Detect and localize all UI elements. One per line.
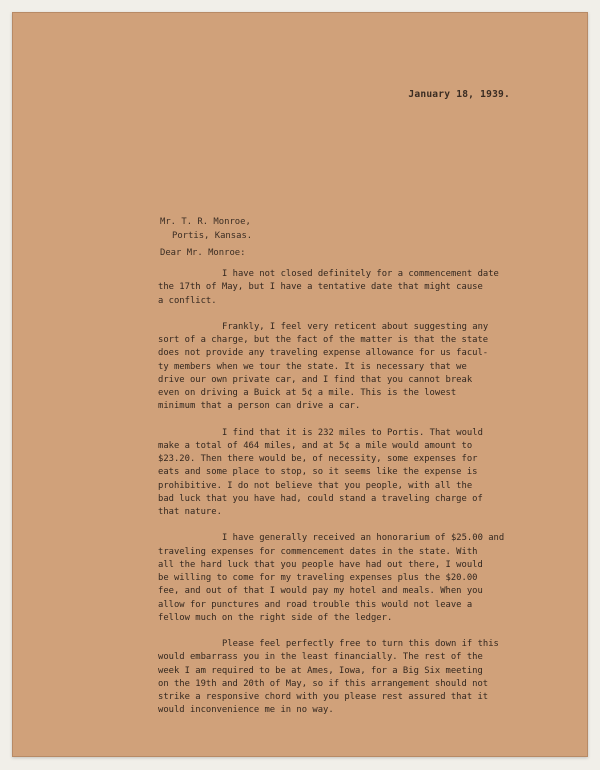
paragraph-line: ty members when we tour the state. It is necessary that we: [158, 361, 467, 372]
recipient-name: Mr. T. R. Monroe,: [160, 217, 251, 227]
paragraph-line: the 17th of May, but I have a tentative date that might cause: [158, 282, 483, 293]
paragraph-line: even on driving a Buick at 5¢ a mile. This is the lowest: [158, 388, 457, 398]
paragraph-line: fee, and out of that I would pay my hotel and meals. When you: [158, 586, 483, 597]
paragraph-line: on the 19th and 20th of May, so if this arrangement should not: [158, 678, 489, 689]
paragraph-line: allow for punctures and road trouble this would not leave a: [158, 599, 473, 610]
paragraph-1: [158, 268, 568, 308]
paragraph-line: make a total of 464 miles, and at 5¢ a mile would amount to: [158, 440, 473, 451]
paragraph-line: minimum that a person can drive a car.: [158, 401, 361, 412]
recipient-address: [160, 216, 252, 243]
paragraph-line: Frankly, I feel very reticent about suggesting any: [222, 321, 489, 332]
letter-body: [158, 268, 568, 731]
paragraph-line: prohibitive. I do not believe that you people, with all the: [158, 480, 473, 491]
paragraph-line: traveling expenses for commencement dates in the state. With: [158, 546, 478, 557]
paragraph-5: [158, 638, 568, 718]
paragraph-line: all the hard luck that you people have had out there, I would: [158, 559, 483, 570]
paragraph-line: Please feel perfectly free to turn this down if this: [222, 639, 499, 649]
letter-sheet: [12, 12, 588, 757]
paragraph-line: drive our own private car, and I find that you cannot break: [158, 374, 473, 385]
paragraph-line: bad luck that you have had, could stand a traveling charge of: [158, 493, 483, 504]
paragraph-line: I have not closed definitely for a commencement date: [222, 269, 499, 279]
paragraph-line: I have generally received an honorarium of $25.00 and: [222, 533, 505, 544]
paragraph-line: $23.20. Then there would be, of necessity, some expenses for: [158, 454, 478, 464]
salutation: Dear Mr. Monroe:: [160, 248, 246, 258]
paragraph-3: [158, 427, 568, 520]
paragraph-line: that nature.: [158, 507, 222, 517]
paragraph-line: be willing to come for my traveling expenses plus the $20.00: [158, 573, 478, 583]
paragraph-line: a conflict.: [158, 295, 217, 306]
paragraph-line: would inconvenience me in no way.: [158, 705, 334, 716]
paragraph-2: [158, 321, 568, 414]
paragraph-line: I find that it is 232 miles to Portis. That would: [222, 427, 483, 438]
paragraph-line: would embarrass you in the least financially. The rest of the: [158, 652, 483, 663]
paragraph-line: does not provide any traveling expense allowance for us facul-: [158, 348, 489, 359]
paragraph-line: fellow much on the right side of the ledger.: [158, 612, 393, 623]
paragraph-4: [158, 532, 568, 625]
recipient-location: Portis, Kansas.: [172, 230, 253, 241]
paragraph-line: week I am required to be at Ames, Iowa, for a Big Six meeting: [158, 665, 483, 676]
letter-date: January 18, 1939.: [408, 89, 510, 100]
paragraph-line: eats and some place to stop, so it seems like the expense is: [158, 467, 478, 478]
paragraph-line: strike a responsive chord with you please rest assured that it: [158, 692, 489, 702]
paragraph-line: sort of a charge, but the fact of the matter is that the state: [158, 335, 489, 345]
